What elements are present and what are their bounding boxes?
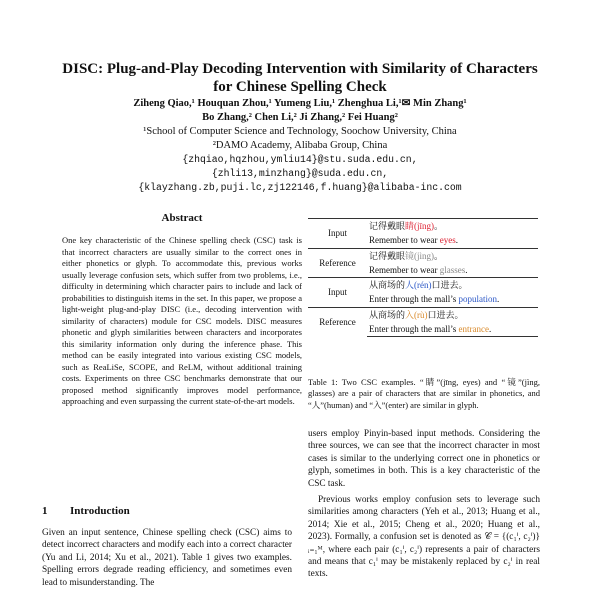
table-caption: Table 1: Two CSC examples. “睛”(jīng, eyes) and “镜”(jìng, glasses) are a pair of characters that are similar in phonetics, and “人”(human) and “入”(enter) are similar in glyph. xyxy=(308,377,540,410)
introduction-text: Given an input sentence, Chinese spelling check (CSC) aims to detect incorrect characters and modify each into a correct character (Yu and Li, 2014; Xu et al., 2021). Table 1 gives two examples. Spelling errors degrade reading efficiency, and sometimes even lead to misunderstanding. The xyxy=(42,528,292,588)
row-label: Reference xyxy=(308,307,367,337)
row-label: Input xyxy=(308,278,367,308)
section-number: 1 xyxy=(42,505,48,517)
email-1[interactable]: {zhqiao,hqzhou,ymliu14}@stu.suda.edu.cn, xyxy=(182,154,418,165)
title-line-1: DISC: Plug-and-Play Decoding Intervention with Similarity of Characters xyxy=(62,61,538,77)
table-row xyxy=(308,278,538,293)
affiliation-1: ¹School of Computer Science and Technology, Soochow University, China xyxy=(143,126,457,137)
chinese-sentence: 记得戴眼镜(jìng)。 xyxy=(367,248,538,263)
paragraph: users employ Pinyin-based input methods. Considering the three sources, we can see that the incorrect character in most cases is similar to the underlying correct one in phonetics or glyph, sometimes in both. This is a key characteristic of the CSC task. xyxy=(308,429,540,489)
paragraph: Previous works employ confusion sets to leverage such similarities among characters (Yeh et al., 2013; Huang et al., 2014; Xie et al., 2015; Cheng et al., 2020; Huang et al., 2023). Formally, a confusion set is denoted as 𝒞 = {(c₁ⁱ, c₂ⁱ)}ᵢ₌₁ᴹ, where each pair (c₁ⁱ, c₂ⁱ) represents a pair of characters and means that c₁ⁱ may be mistakenly replaced by c₂ⁱ in real texts. xyxy=(308,495,540,580)
email-3[interactable]: {klayzhang.zb,puji.lc,zj122146,f.huang}@alibaba-inc.com xyxy=(138,182,462,193)
affiliation-2: ²DAMO Academy, Alibaba Group, China xyxy=(212,140,388,151)
authors-line-2: Bo Zhang,² Chen Li,² Ji Zhang,² Fei Huang² xyxy=(202,112,398,123)
title-line-2: for Chinese Spelling Check xyxy=(213,79,387,95)
chinese-sentence: 从商场的入(rù)口进去。 xyxy=(367,307,538,322)
chinese-sentence: 记得戴眼睛(jīng)。 xyxy=(367,219,538,234)
chinese-sentence: 从商场的人(rén)口进去。 xyxy=(367,278,538,293)
english-translation: Enter through the mall’s entrance. xyxy=(367,322,538,337)
right-column-body xyxy=(308,428,540,581)
section-title: Introduction xyxy=(70,505,130,517)
table-row xyxy=(308,219,538,234)
row-label: Reference xyxy=(308,248,367,278)
row-label: Input xyxy=(308,219,367,249)
csc-examples-table xyxy=(308,218,538,337)
introduction-heading xyxy=(42,505,130,517)
table-row xyxy=(308,307,538,322)
author-block xyxy=(20,97,580,195)
paper-title xyxy=(40,60,560,96)
table-row xyxy=(308,248,538,263)
english-translation: Enter through the mall’s population. xyxy=(369,294,500,305)
english-translation: Remember to wear glasses. xyxy=(369,264,468,275)
email-2[interactable]: {zhli13,minzhang}@suda.edu.cn, xyxy=(211,168,389,179)
abstract-heading: Abstract xyxy=(161,212,203,224)
authors-line-1: Ziheng Qiao,¹ Houquan Zhou,¹ Yumeng Liu,¹ Zhenghua Li,¹✉ Min Zhang¹ xyxy=(133,98,467,109)
abstract-text: One key characteristic of the Chinese spelling check (CSC) task is that incorrect characters are usually similar to the correct ones in either phonetics or glyph. To accommodate this, previous works usually leverage confusion sets, which suffer from two problems, i.e., difficulty in determining which character pairs to include and lack of probabilities to distinguish items in the set. In this paper, we propose a light-weight plug-and-play DISC (i.e., decoding intervention with similarity of characters) module for CSC models. DISC measures phonetic and glyph similarities between characters and incorporates this similarity information only during the inference phase. This method can be easily integrated into various existing CSC models, such as ReaLiSe, SCOPE, and ReLM, without additional training costs. Experiments on three CSC benchmarks demonstrate that our proposed method significantly improves model performance, approaching and even surpassing the current state-of-the-art models. xyxy=(62,235,302,406)
english-translation: Remember to wear eyes. xyxy=(369,235,458,246)
